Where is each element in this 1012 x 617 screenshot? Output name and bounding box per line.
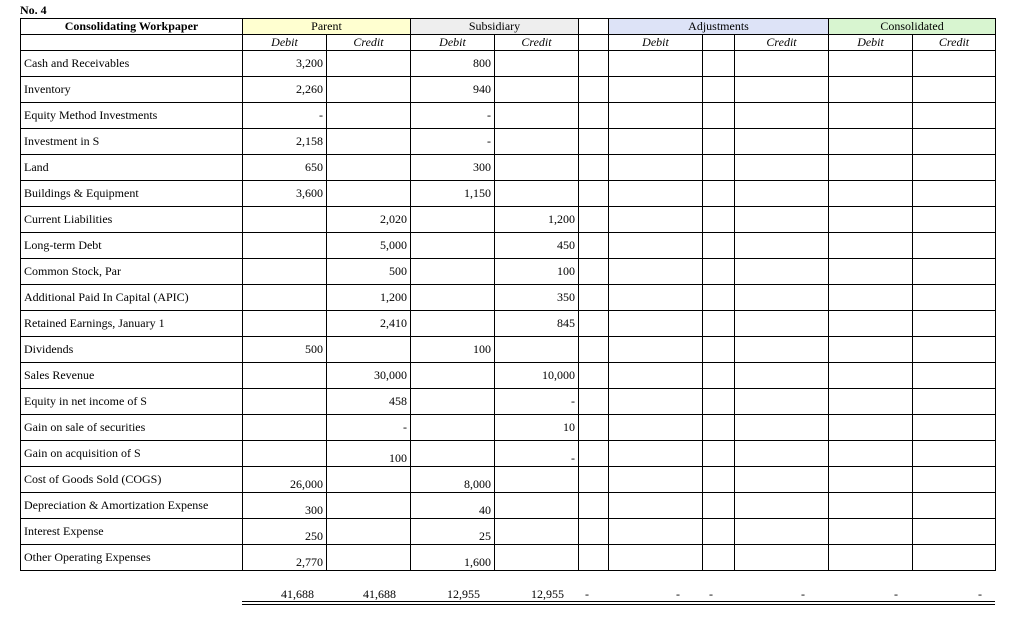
adjustment-credit xyxy=(735,441,829,467)
table-row xyxy=(21,337,996,363)
parent-credit xyxy=(327,103,411,129)
subsidiary-credit: - xyxy=(495,389,579,415)
adjustment-debit xyxy=(609,77,703,103)
subsidiary-credit xyxy=(495,519,579,545)
total-parent-debit: 41,688 xyxy=(281,587,314,601)
parent-debit xyxy=(243,311,327,337)
parent-debit: 650 xyxy=(243,155,327,181)
total-dash: - xyxy=(894,587,898,601)
subsidiary-credit xyxy=(495,337,579,363)
subsidiary-debit xyxy=(411,389,495,415)
consolidated-credit xyxy=(913,155,996,181)
consolidated-debit xyxy=(829,207,913,233)
row-label: Inventory xyxy=(21,77,243,103)
adjustment-credit xyxy=(735,285,829,311)
spacer-cell xyxy=(579,337,609,363)
parent-credit xyxy=(327,337,411,363)
adjustment-debit xyxy=(609,545,703,571)
adjustment-debit xyxy=(609,285,703,311)
consolidated-credit xyxy=(913,51,996,77)
spacer-cell xyxy=(579,415,609,441)
total-dash: - xyxy=(709,587,713,601)
parent-credit: - xyxy=(327,415,411,441)
subsidiary-debit: 25 xyxy=(411,519,495,545)
total-dash: - xyxy=(801,587,805,601)
header-row-groups xyxy=(21,19,996,35)
parent-debit: 2,260 xyxy=(243,77,327,103)
table-row xyxy=(21,207,996,233)
consolidated-credit xyxy=(913,129,996,155)
header-parent-debit: Debit xyxy=(243,35,327,51)
spacer-cell xyxy=(579,181,609,207)
parent-credit xyxy=(327,467,411,493)
adjustment-ref xyxy=(703,311,735,337)
header-row-drcr xyxy=(21,35,996,51)
row-label: Gain on sale of securities xyxy=(21,415,243,441)
adjustment-ref xyxy=(703,415,735,441)
adjustment-ref xyxy=(703,545,735,571)
consolidated-credit xyxy=(913,467,996,493)
subsidiary-credit xyxy=(495,181,579,207)
parent-debit: 250 xyxy=(243,519,327,545)
parent-credit xyxy=(327,545,411,571)
adjustment-ref xyxy=(703,493,735,519)
header-cons-debit: Debit xyxy=(829,35,913,51)
totals-row xyxy=(0,585,1012,609)
header-adj-debit: Debit xyxy=(609,35,703,51)
header-sub-debit: Debit xyxy=(411,35,495,51)
parent-debit: 2,158 xyxy=(243,129,327,155)
subsidiary-debit xyxy=(411,441,495,467)
header-cons-credit: Credit xyxy=(913,35,996,51)
adjustment-ref xyxy=(703,207,735,233)
table-row xyxy=(21,77,996,103)
adjustment-credit xyxy=(735,259,829,285)
consolidated-debit xyxy=(829,285,913,311)
header-consolidated: Consolidated xyxy=(829,19,996,35)
consolidated-credit xyxy=(913,415,996,441)
parent-debit xyxy=(243,441,327,467)
spacer-cell xyxy=(579,493,609,519)
subsidiary-credit: - xyxy=(495,441,579,467)
parent-credit: 2,410 xyxy=(327,311,411,337)
adjustment-ref xyxy=(703,181,735,207)
spacer-cell xyxy=(579,129,609,155)
subsidiary-debit: 40 xyxy=(411,493,495,519)
consolidated-debit xyxy=(829,441,913,467)
total-dash: - xyxy=(978,587,982,601)
spacer-cell xyxy=(579,285,609,311)
table-row xyxy=(21,493,996,519)
table-row xyxy=(21,129,996,155)
adjustment-debit xyxy=(609,389,703,415)
parent-credit xyxy=(327,51,411,77)
parent-debit xyxy=(243,389,327,415)
parent-debit xyxy=(243,415,327,441)
parent-debit: - xyxy=(243,103,327,129)
parent-credit: 1,200 xyxy=(327,285,411,311)
consolidated-debit xyxy=(829,337,913,363)
consolidated-debit xyxy=(829,467,913,493)
row-label: Long-term Debt xyxy=(21,233,243,259)
header-subsidiary: Subsidiary xyxy=(411,19,579,35)
subsidiary-debit xyxy=(411,363,495,389)
spacer-cell xyxy=(579,389,609,415)
adjustment-ref xyxy=(703,337,735,363)
adjustment-credit xyxy=(735,207,829,233)
header-blank xyxy=(21,35,243,51)
total-dash: - xyxy=(585,587,589,601)
adjustment-debit xyxy=(609,519,703,545)
subsidiary-debit: 1,600 xyxy=(411,545,495,571)
header-adj-ref xyxy=(703,35,735,51)
consolidated-debit xyxy=(829,51,913,77)
consolidated-debit xyxy=(829,493,913,519)
adjustment-debit xyxy=(609,311,703,337)
consolidated-debit xyxy=(829,181,913,207)
consolidated-debit xyxy=(829,103,913,129)
adjustment-credit xyxy=(735,389,829,415)
row-label: Investment in S xyxy=(21,129,243,155)
parent-credit xyxy=(327,77,411,103)
consolidated-credit xyxy=(913,519,996,545)
adjustment-ref xyxy=(703,103,735,129)
subsidiary-credit xyxy=(495,51,579,77)
subsidiary-debit: 8,000 xyxy=(411,467,495,493)
consolidated-debit xyxy=(829,311,913,337)
subsidiary-debit: - xyxy=(411,129,495,155)
subsidiary-debit: 300 xyxy=(411,155,495,181)
workpaper-number: No. 4 xyxy=(20,3,47,17)
spacer-cell xyxy=(579,155,609,181)
header-parent: Parent xyxy=(243,19,411,35)
adjustment-ref xyxy=(703,233,735,259)
consolidated-credit xyxy=(913,493,996,519)
parent-credit: 458 xyxy=(327,389,411,415)
subsidiary-credit: 10,000 xyxy=(495,363,579,389)
spacer-cell xyxy=(579,51,609,77)
row-label: Retained Earnings, January 1 xyxy=(21,311,243,337)
consolidated-credit xyxy=(913,181,996,207)
table-row xyxy=(21,415,996,441)
consolidated-debit xyxy=(829,233,913,259)
spacer-cell xyxy=(579,467,609,493)
row-label: Land xyxy=(21,155,243,181)
adjustment-credit xyxy=(735,493,829,519)
header-parent-credit: Credit xyxy=(327,35,411,51)
adjustment-ref xyxy=(703,285,735,311)
consolidated-debit xyxy=(829,77,913,103)
adjustment-credit xyxy=(735,181,829,207)
total-sub-credit: 12,955 xyxy=(531,587,564,601)
subsidiary-debit xyxy=(411,207,495,233)
table-row xyxy=(21,181,996,207)
parent-debit xyxy=(243,285,327,311)
adjustment-ref xyxy=(703,441,735,467)
consolidated-credit xyxy=(913,285,996,311)
adjustment-ref xyxy=(703,155,735,181)
adjustment-ref xyxy=(703,389,735,415)
header-adjustments: Adjustments xyxy=(609,19,829,35)
total-parent-credit: 41,688 xyxy=(363,587,396,601)
adjustment-credit xyxy=(735,233,829,259)
subsidiary-debit: 100 xyxy=(411,337,495,363)
table-row xyxy=(21,311,996,337)
adjustment-credit xyxy=(735,103,829,129)
spacer-cell xyxy=(579,519,609,545)
parent-credit: 30,000 xyxy=(327,363,411,389)
table-row xyxy=(21,363,996,389)
subsidiary-debit xyxy=(411,311,495,337)
consolidated-credit xyxy=(913,233,996,259)
consolidated-debit xyxy=(829,519,913,545)
parent-debit xyxy=(243,259,327,285)
subsidiary-debit: 800 xyxy=(411,51,495,77)
row-label: Equity Method Investments xyxy=(21,103,243,129)
row-label: Interest Expense xyxy=(21,519,243,545)
consolidated-credit xyxy=(913,259,996,285)
spacer-cell xyxy=(579,259,609,285)
parent-credit: 500 xyxy=(327,259,411,285)
subsidiary-credit: 450 xyxy=(495,233,579,259)
adjustment-credit xyxy=(735,129,829,155)
adjustment-ref xyxy=(703,77,735,103)
consolidated-debit xyxy=(829,415,913,441)
table-row xyxy=(21,545,996,571)
parent-debit xyxy=(243,233,327,259)
header-spacer xyxy=(579,35,609,51)
parent-debit: 500 xyxy=(243,337,327,363)
table-row xyxy=(21,441,996,467)
row-label: Dividends xyxy=(21,337,243,363)
parent-debit xyxy=(243,207,327,233)
consolidated-credit xyxy=(913,207,996,233)
parent-credit xyxy=(327,493,411,519)
row-label: Other Operating Expenses xyxy=(21,545,243,571)
consolidated-debit xyxy=(829,389,913,415)
parent-debit: 2,770 xyxy=(243,545,327,571)
subsidiary-credit xyxy=(495,545,579,571)
subsidiary-credit: 845 xyxy=(495,311,579,337)
parent-debit xyxy=(243,363,327,389)
header-sub-credit: Credit xyxy=(495,35,579,51)
subsidiary-debit: 940 xyxy=(411,77,495,103)
header-label: Consolidating Workpaper xyxy=(21,19,243,35)
subsidiary-credit xyxy=(495,103,579,129)
table-row xyxy=(21,155,996,181)
subsidiary-credit xyxy=(495,493,579,519)
adjustment-credit xyxy=(735,415,829,441)
spacer-cell xyxy=(579,441,609,467)
adjustment-ref xyxy=(703,259,735,285)
consolidated-credit xyxy=(913,545,996,571)
adjustment-debit xyxy=(609,233,703,259)
subsidiary-credit xyxy=(495,155,579,181)
adjustment-credit xyxy=(735,363,829,389)
parent-debit: 3,600 xyxy=(243,181,327,207)
parent-credit xyxy=(327,519,411,545)
parent-credit: 2,020 xyxy=(327,207,411,233)
header-adj-credit: Credit xyxy=(735,35,829,51)
row-label: Buildings & Equipment xyxy=(21,181,243,207)
consolidated-credit xyxy=(913,337,996,363)
adjustment-debit xyxy=(609,363,703,389)
table-row xyxy=(21,285,996,311)
adjustment-credit xyxy=(735,467,829,493)
adjustment-credit xyxy=(735,311,829,337)
adjustment-debit xyxy=(609,51,703,77)
subsidiary-credit: 350 xyxy=(495,285,579,311)
subsidiary-debit: 1,150 xyxy=(411,181,495,207)
spacer-cell xyxy=(579,311,609,337)
adjustment-credit xyxy=(735,545,829,571)
parent-credit: 100 xyxy=(327,441,411,467)
consolidated-credit xyxy=(913,103,996,129)
subsidiary-credit xyxy=(495,129,579,155)
adjustment-debit xyxy=(609,493,703,519)
subsidiary-debit xyxy=(411,259,495,285)
adjustment-debit xyxy=(609,103,703,129)
adjustment-credit xyxy=(735,155,829,181)
spacer-cell xyxy=(579,545,609,571)
parent-debit: 26,000 xyxy=(243,467,327,493)
row-label: Common Stock, Par xyxy=(21,259,243,285)
row-label: Sales Revenue xyxy=(21,363,243,389)
parent-credit xyxy=(327,155,411,181)
subsidiary-credit: 100 xyxy=(495,259,579,285)
table-row xyxy=(21,51,996,77)
subsidiary-debit xyxy=(411,415,495,441)
table-row xyxy=(21,259,996,285)
consolidated-debit xyxy=(829,129,913,155)
parent-credit xyxy=(327,129,411,155)
total-dash: - xyxy=(676,587,680,601)
total-sub-debit: 12,955 xyxy=(447,587,480,601)
table-row xyxy=(21,389,996,415)
table-row xyxy=(21,233,996,259)
adjustment-ref xyxy=(703,51,735,77)
adjustment-credit xyxy=(735,77,829,103)
consolidated-debit xyxy=(829,259,913,285)
parent-debit: 3,200 xyxy=(243,51,327,77)
adjustment-debit xyxy=(609,467,703,493)
row-label: Additional Paid In Capital (APIC) xyxy=(21,285,243,311)
spacer-cell xyxy=(579,77,609,103)
consolidated-credit xyxy=(913,311,996,337)
subsidiary-credit xyxy=(495,467,579,493)
table-row xyxy=(21,519,996,545)
consolidated-credit xyxy=(913,363,996,389)
adjustment-debit xyxy=(609,441,703,467)
adjustment-credit xyxy=(735,51,829,77)
adjustment-debit xyxy=(609,337,703,363)
subsidiary-credit xyxy=(495,77,579,103)
adjustment-ref xyxy=(703,519,735,545)
consolidated-credit xyxy=(913,389,996,415)
parent-credit: 5,000 xyxy=(327,233,411,259)
consolidated-debit xyxy=(829,545,913,571)
row-label: Depreciation & Amortization Expense xyxy=(21,493,243,519)
subsidiary-debit xyxy=(411,233,495,259)
table-row xyxy=(21,103,996,129)
row-label: Equity in net income of S xyxy=(21,389,243,415)
row-label: Current Liabilities xyxy=(21,207,243,233)
adjustment-ref xyxy=(703,129,735,155)
consolidating-workpaper-table xyxy=(20,18,996,571)
subsidiary-debit: - xyxy=(411,103,495,129)
spacer-cell xyxy=(579,233,609,259)
row-label: Cost of Goods Sold (COGS) xyxy=(21,467,243,493)
adjustment-debit xyxy=(609,415,703,441)
spacer-cell xyxy=(579,207,609,233)
row-label: Cash and Receivables xyxy=(21,51,243,77)
consolidated-debit xyxy=(829,155,913,181)
subsidiary-credit: 10 xyxy=(495,415,579,441)
spacer-cell xyxy=(579,363,609,389)
adjustment-credit xyxy=(735,337,829,363)
adjustment-debit xyxy=(609,155,703,181)
parent-debit: 300 xyxy=(243,493,327,519)
subsidiary-debit xyxy=(411,285,495,311)
double-underline-top xyxy=(242,601,995,602)
header-spacer xyxy=(579,19,609,35)
parent-credit xyxy=(327,181,411,207)
consolidated-debit xyxy=(829,363,913,389)
adjustment-debit xyxy=(609,181,703,207)
adjustment-debit xyxy=(609,207,703,233)
adjustment-ref xyxy=(703,467,735,493)
row-label: Gain on acquisition of S xyxy=(21,441,243,467)
adjustment-debit xyxy=(609,129,703,155)
double-underline-bottom xyxy=(242,604,995,605)
consolidated-credit xyxy=(913,77,996,103)
spacer-cell xyxy=(579,103,609,129)
consolidated-credit xyxy=(913,441,996,467)
adjustment-debit xyxy=(609,259,703,285)
subsidiary-credit: 1,200 xyxy=(495,207,579,233)
adjustment-ref xyxy=(703,363,735,389)
adjustment-credit xyxy=(735,519,829,545)
table-row xyxy=(21,467,996,493)
